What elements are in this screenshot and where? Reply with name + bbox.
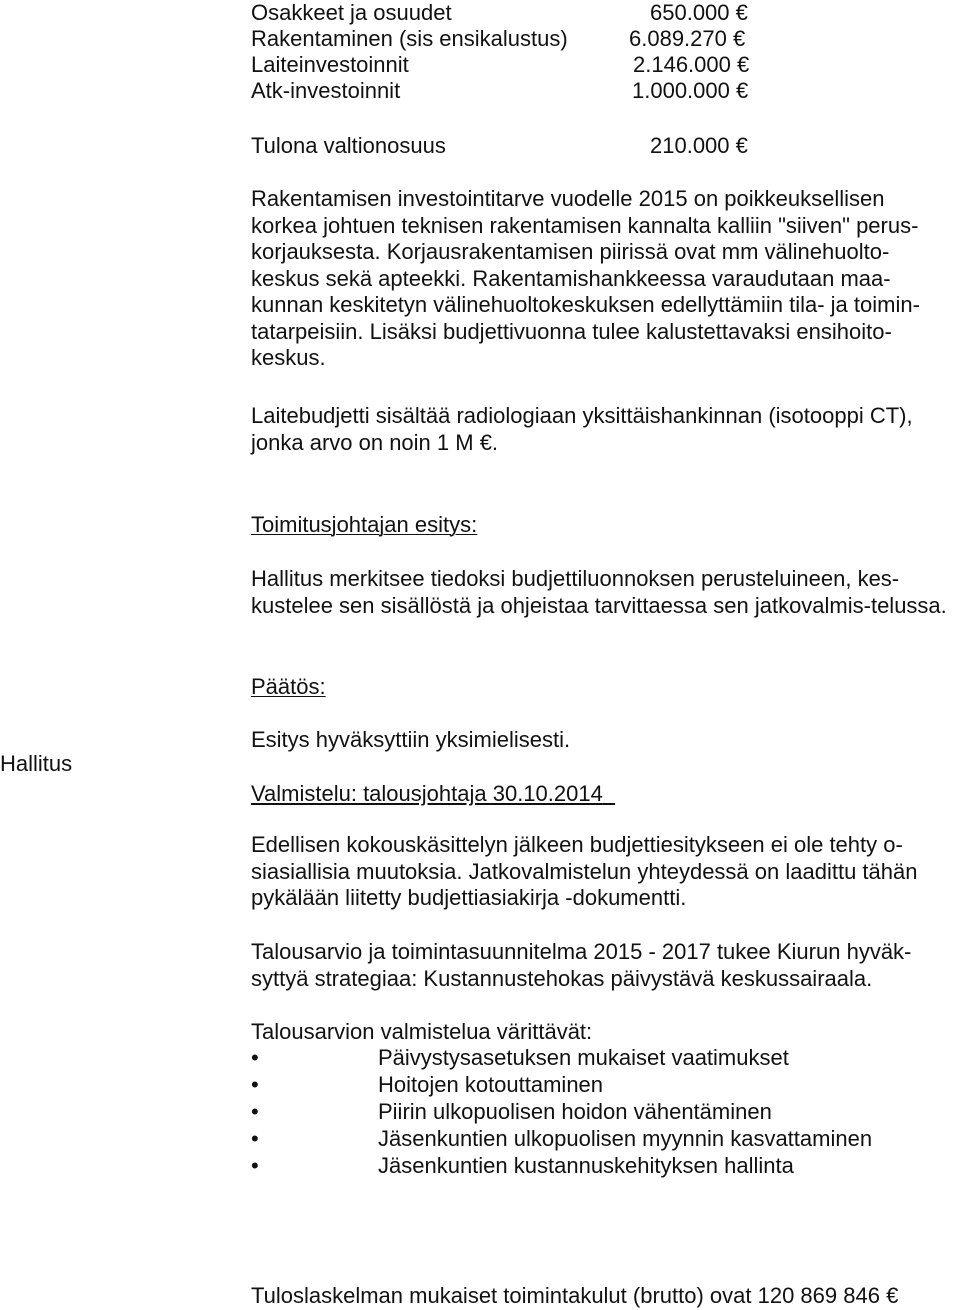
- factors-heading: Talousarvion valmistelua värittävät:: [251, 1019, 593, 1044]
- bullet-icon: •: [251, 1126, 259, 1151]
- ceo-proposal-heading: Toimitusjohtajan esitys:: [251, 512, 478, 537]
- decision-text: Esitys hyväksyttiin yksimielisesti.: [251, 727, 571, 752]
- investment-amount: 2.146.000 €: [633, 52, 750, 77]
- prepared-by: [251, 781, 615, 808]
- side-label: Hallitus: [0, 751, 73, 776]
- investment-label: Osakkeet ja osuudet: [251, 0, 452, 25]
- list-item-text: Jäsenkuntien ulkopuolisen myynnin kasvattaminen: [378, 1126, 873, 1151]
- operating-costs: Tuloslaskelman mukaiset toimintakulut (brutto) ovat 120 869 846 €: [251, 1283, 899, 1308]
- construction-paragraph: Rakentamisen investointitarve vuodelle 2015 on poikkeuksellisen korkea johtuen teknisen rakentamisen kannalta kalliin "siiven" perus-korjauksesta. Korjausrakentamisen piirissä ovat mm välinehuolto-keskus sekä apteekki. Rakentamishankkeessa varaudutaan maa-kunnan keskitetyn välinehuoltokeskuksen edellyttämiin tila- ja toimin-tatarpeisiin. Lisäksi budjettivuonna tulee kalustettavaksi ensihoito-keskus.: [251, 186, 920, 370]
- bullet-icon: •: [251, 1099, 259, 1124]
- decision-heading: Päätös:: [251, 674, 326, 699]
- investment-amount: 650.000 €: [650, 0, 748, 25]
- investment-amount: 6.089.270 €: [629, 26, 746, 51]
- after-meeting-paragraph: Edellisen kokouskäsittelyn jälkeen budjettiesitykseen ei ole tehty o-siasiallisia muutoksia. Jatkovalmistelun yhteydessä on laadittu tähän pykälään liitetty budjettiasiakirja -dokumentti.: [251, 832, 918, 910]
- list-item-text: Hoitojen kotouttaminen: [378, 1072, 604, 1097]
- list-item-text: Piirin ulkopuolisen hoidon vähentäminen: [378, 1099, 772, 1124]
- bullet-icon: •: [251, 1045, 259, 1070]
- state-subsidy-amount: 210.000 €: [650, 133, 748, 158]
- list-item-text: Jäsenkuntien kustannuskehityksen hallinta: [378, 1153, 794, 1178]
- bullet-icon: •: [251, 1153, 259, 1178]
- investment-amount: 1.000.000 €: [632, 78, 749, 103]
- bullet-icon: •: [251, 1072, 259, 1097]
- strategy-paragraph: Talousarvio ja toimintasuunnitelma 2015 - 2017 tukee Kiurun hyväk-syttyä strategiaa: Kustannustehokas päivystävä keskussairaala.: [251, 939, 912, 991]
- investment-label: Laiteinvestoinnit: [251, 52, 409, 77]
- equipment-paragraph: Laitebudjetti sisältää radiologiaan yksittäishankinnan (isotooppi CT), jonka arvo on noin 1 M €.: [251, 403, 913, 455]
- ceo-proposal-text: Hallitus merkitsee tiedoksi budjettiluonnoksen perusteluineen, kes-kustelee sen sisällöstä ja ohjeistaa tarvittaessa sen jatkovalmis-telussa.: [251, 566, 947, 618]
- list-item-text: Päivystysasetuksen mukaiset vaatimukset: [378, 1045, 789, 1070]
- prepared-by-text: Valmistelu: talousjohtaja 30.10.2014: [251, 781, 603, 806]
- state-subsidy-label: Tulona valtionosuus: [251, 133, 446, 158]
- investment-label: Atk-investoinnit: [251, 78, 401, 103]
- investment-label: Rakentaminen (sis ensikalustus): [251, 26, 568, 51]
